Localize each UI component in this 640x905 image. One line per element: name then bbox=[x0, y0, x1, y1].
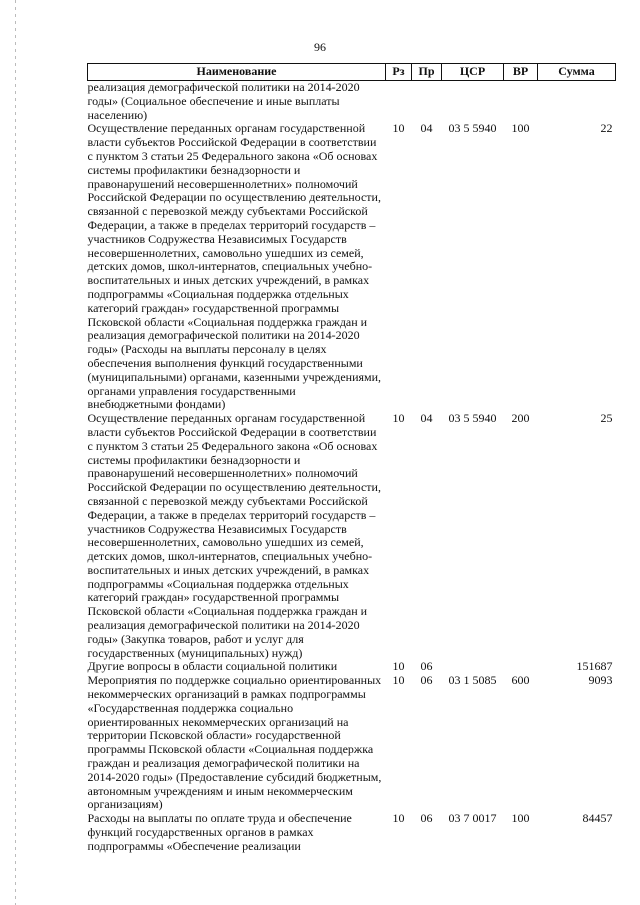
row-sum: 22 bbox=[600, 121, 613, 136]
row-vr bbox=[504, 660, 538, 674]
row-rz: 10 bbox=[392, 659, 405, 674]
table-row bbox=[88, 122, 616, 412]
row-sum bbox=[538, 81, 616, 123]
row-pr: 04 bbox=[420, 121, 433, 136]
row-sum: 84457 bbox=[582, 811, 613, 826]
table-row bbox=[88, 81, 616, 123]
table-row bbox=[88, 674, 616, 812]
row-sum: 9093 bbox=[588, 673, 613, 688]
row-csr bbox=[442, 660, 504, 674]
row-csr: 03 1 5085 bbox=[448, 673, 497, 688]
header-name: Наименование bbox=[88, 64, 386, 81]
row-name: Осуществление переданных органам государственной власти субъектов Российской Федерации в соответствии с пунктом 3 статьи 25 Федерального закона «Об основах системы профилактики безнадзорности и правонарушений несовершеннолетних» полномочий Российской Федерации по осуществлению деятельности, связанной с перевозкой между субъектами Российской Федерации, а также в пределах территорий государств – участников Содружества Независимых Государств несовершеннолетних, самовольно ушедших из семей, детских домов, школ-интернатов, специальных учебно-воспитательных и иных детских учреждений, в рамках подпрограммы «Социальная поддержка отдельных категорий граждан» государственной программы Псковской области «Социальная поддержка граждан и реализация демографической политики на 2014-2020 годы» (Закупка товаров, работ и услуг для государственных (муниципальных) нужд) bbox=[87, 411, 381, 660]
row-vr: 600 bbox=[511, 673, 530, 688]
row-rz bbox=[386, 81, 412, 123]
row-vr: 100 bbox=[511, 121, 530, 136]
row-vr bbox=[504, 81, 538, 123]
row-pr: 06 bbox=[420, 811, 433, 826]
row-rz: 10 bbox=[392, 673, 405, 688]
row-name: Расходы на выплаты по оплате труда и обеспечение функций государственных органов в рамках подпрограммы «Обеспечение реализации bbox=[87, 811, 352, 853]
row-rz: 10 bbox=[392, 121, 405, 136]
row-pr: 06 bbox=[420, 673, 433, 688]
row-sum: 25 bbox=[600, 411, 613, 426]
row-csr: 03 5 5940 bbox=[448, 411, 497, 426]
row-sum: 151687 bbox=[576, 659, 613, 674]
header-rz: Рз bbox=[386, 64, 412, 81]
row-name: Другие вопросы в области социальной политики bbox=[87, 659, 338, 674]
row-name: реализация демографической политики на 2014-2020 годы» (Социальное обеспечение и иные выплаты населению) bbox=[87, 80, 360, 122]
row-vr: 100 bbox=[511, 811, 530, 826]
row-csr bbox=[442, 81, 504, 123]
page-number: 96 bbox=[314, 40, 326, 54]
row-vr: 200 bbox=[511, 411, 530, 426]
header-vr: ВР bbox=[504, 64, 538, 81]
row-rz: 10 bbox=[392, 811, 405, 826]
budget-table bbox=[87, 63, 616, 854]
table-header-row bbox=[88, 64, 616, 81]
row-pr: 04 bbox=[420, 411, 433, 426]
table-row bbox=[88, 660, 616, 674]
table-row bbox=[88, 412, 616, 660]
scan-edge-line bbox=[15, 0, 16, 905]
row-rz: 10 bbox=[392, 411, 405, 426]
row-name: Осуществление переданных органам государственной власти субъектов Российской Федерации в соответствии с пунктом 3 статьи 25 Федерального закона «Об основах системы профилактики безнадзорности и правонарушений несовершеннолетних» полномочий Российской Федерации по осуществлению деятельности, связанной с перевозкой между субъектами Российской Федерации, а также в пределах территорий государств – участников Содружества Независимых Государств несовершеннолетних, самовольно ушедших из семей, детских домов, школ-интернатов, специальных учебно-воспитательных и иных детских учреждений, в рамках подпрограммы «Социальная поддержка отдельных категорий граждан» государственной программы Псковской области «Социальная поддержка граждан и реализация демографической политики на 2014-2020 годы» (Расходы на выплаты персоналу в целях обеспечения выполнения функций государственными (муниципальными) органами, казенными учреждениями, органами управления государственными внебюджетными фондами) bbox=[87, 121, 382, 412]
row-pr bbox=[412, 81, 442, 123]
table-row bbox=[88, 812, 616, 853]
header-sum: Сумма bbox=[538, 64, 616, 81]
header-csr: ЦСР bbox=[442, 64, 504, 81]
row-csr: 03 5 5940 bbox=[448, 121, 497, 136]
row-name: Мероприятия по поддержке социально ориентированных некоммерческих организаций в рамках подпрограммы «Государственная поддержка социально ориентированных некоммерческих организаций на территории Псковской области» государственной программы Псковской области «Социальная поддержка граждан и реализация демографической политики на 2014-2020 годы» (Предоставление субсидий бюджетным, автономным учреждениям и иным некоммерческим организациям) bbox=[87, 673, 382, 812]
row-csr: 03 7 0017 bbox=[448, 811, 497, 826]
row-pr: 06 bbox=[420, 659, 433, 674]
header-pr: Пр bbox=[412, 64, 442, 81]
